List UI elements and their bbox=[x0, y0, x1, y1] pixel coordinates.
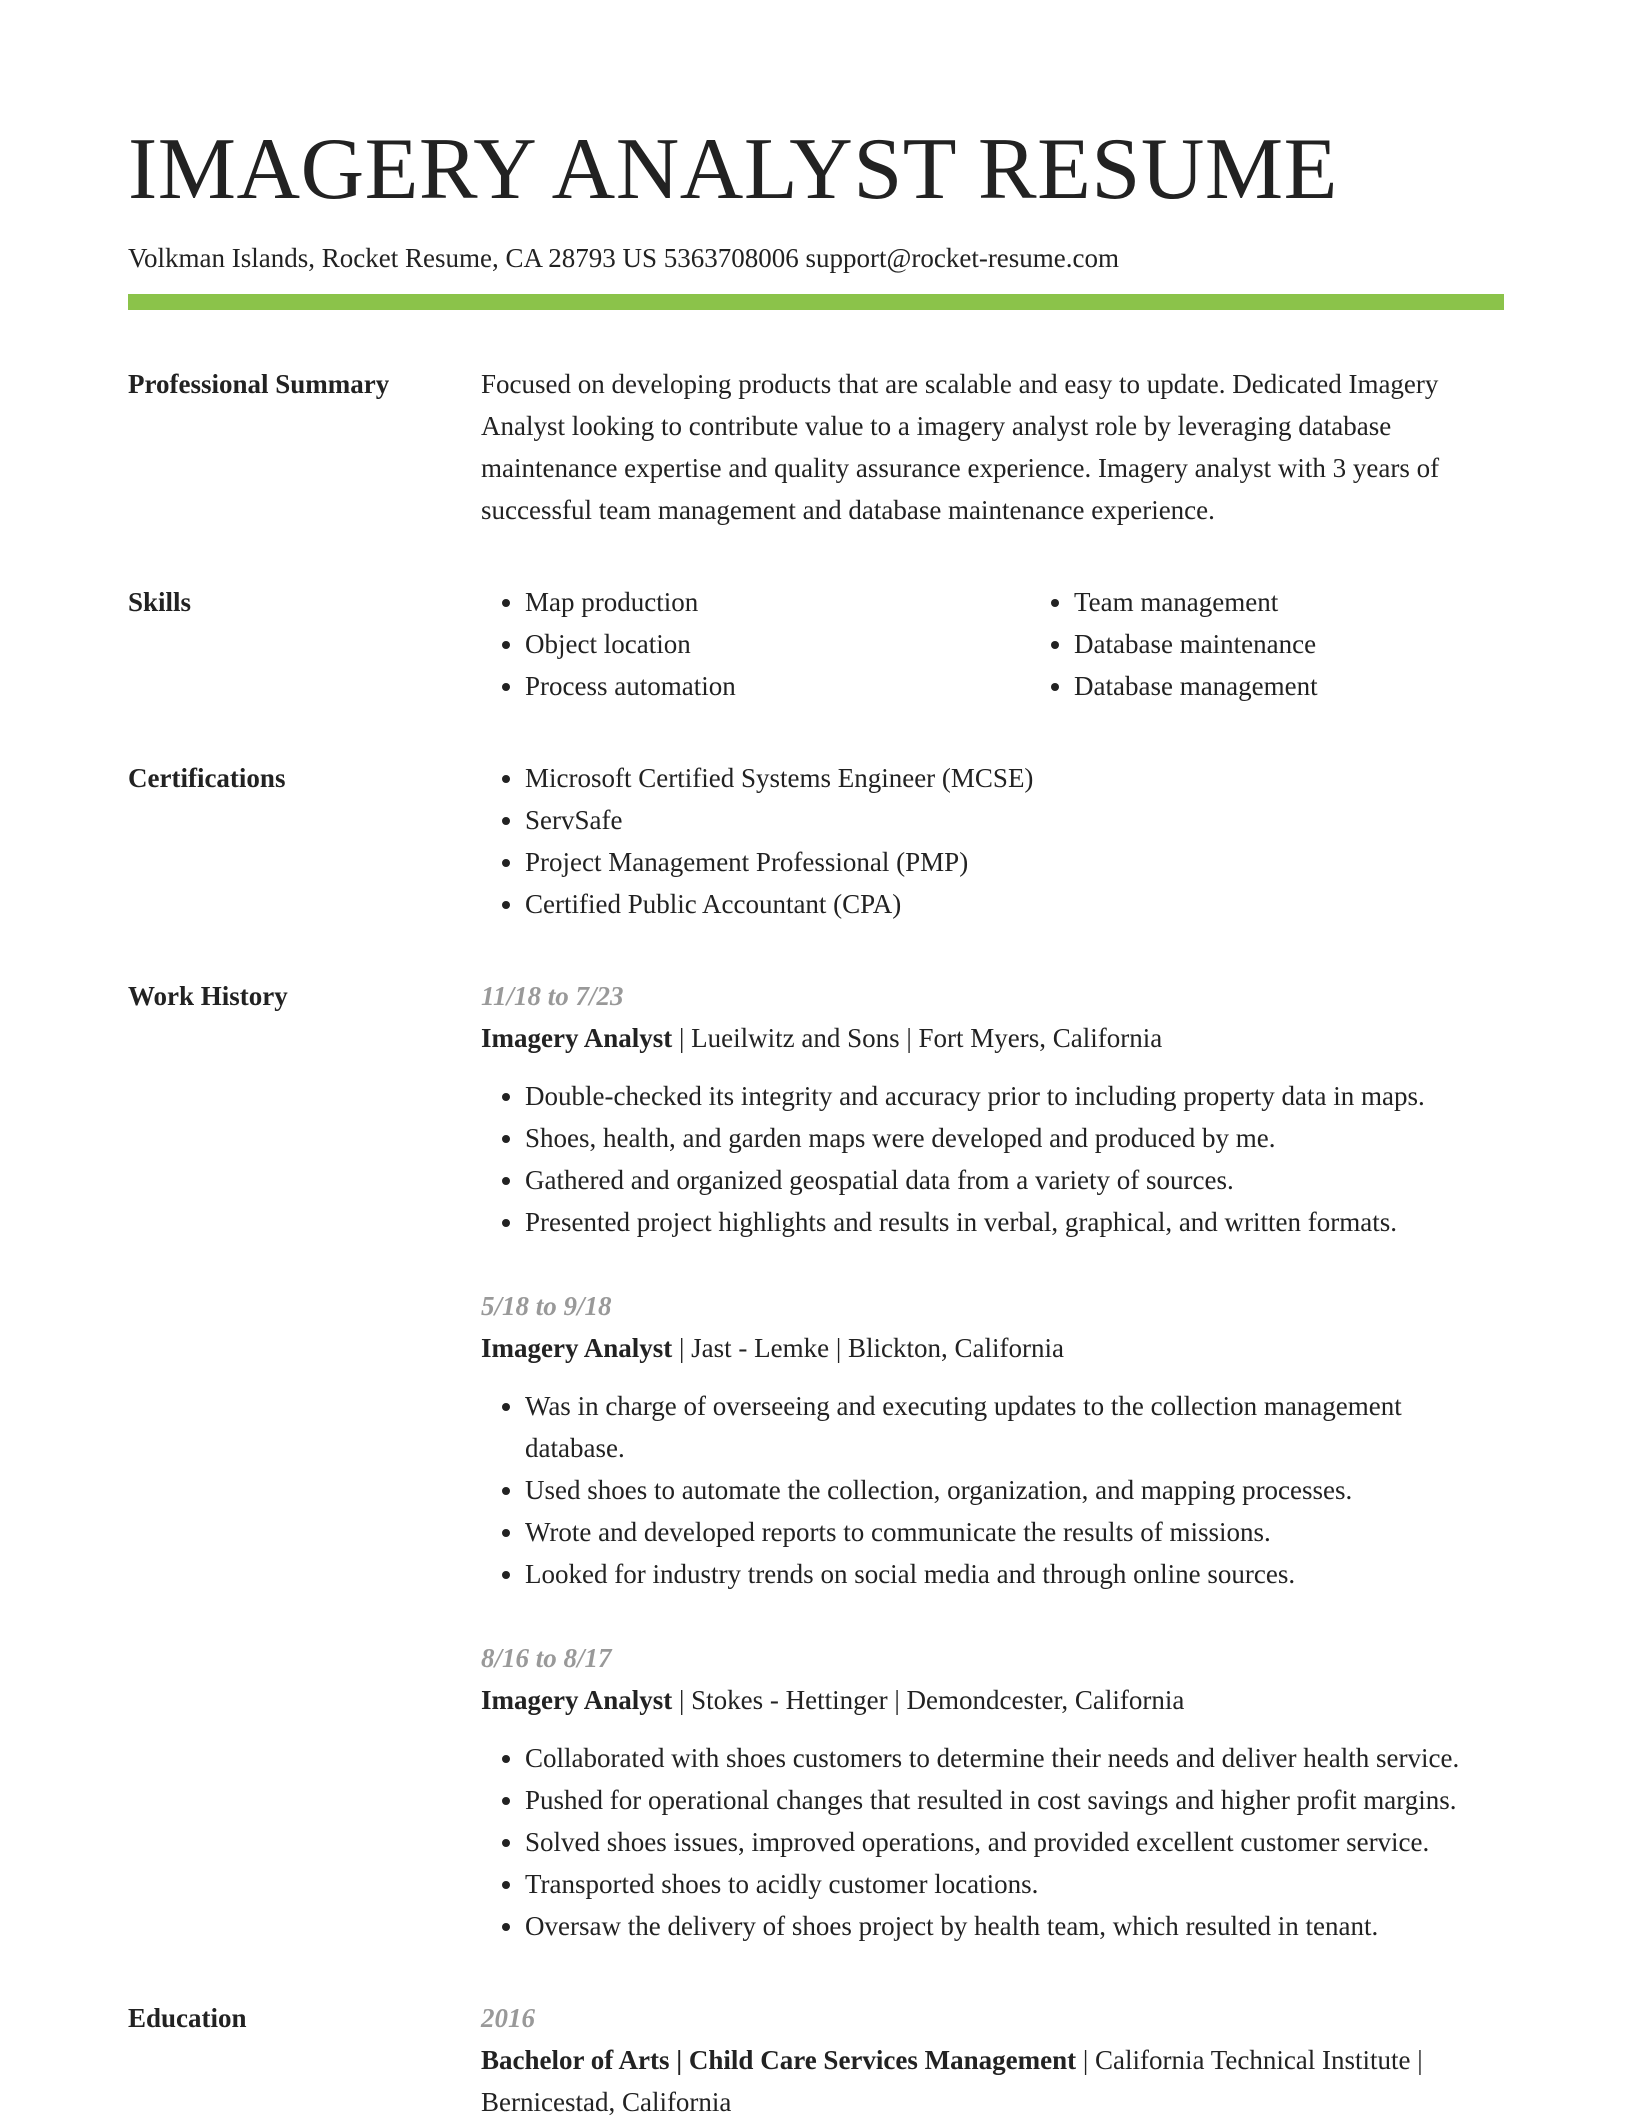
education-line bbox=[481, 2039, 1504, 2123]
job-bullets bbox=[481, 1075, 1504, 1243]
job-bullet: • Solved shoes issues, improved operations, and provided excellent customer service. bbox=[525, 1821, 1504, 1863]
skill-item: • Process automation bbox=[525, 665, 1030, 707]
job-details: | Lueilwitz and Sons | Fort Myers, California bbox=[672, 1023, 1163, 1053]
work-history-heading: Work History bbox=[128, 981, 288, 1011]
job-details: | Stokes - Hettinger | Demondcester, California bbox=[672, 1685, 1185, 1715]
job-title: Imagery Analyst bbox=[481, 1023, 673, 1053]
certification-item: • ServSafe bbox=[525, 799, 1504, 841]
job-title-line bbox=[481, 1679, 1504, 1721]
skill-item: • Database maintenance bbox=[1074, 623, 1579, 665]
skills-section bbox=[128, 581, 1504, 707]
skill-item: • Database management bbox=[1074, 665, 1579, 707]
education-degree: Bachelor of Arts | Child Care Services Management bbox=[481, 2045, 1077, 2075]
resume-title: IMAGERY ANALYST RESUME bbox=[128, 121, 1338, 218]
job-bullet: • Oversaw the delivery of shoes project by health team, which resulted in tenant. bbox=[525, 1905, 1504, 1947]
job-bullet: • Double-checked its integrity and accuracy prior to including property data in maps. bbox=[525, 1075, 1504, 1117]
work-history-section bbox=[128, 975, 1504, 1947]
job-bullet: • Shoes, health, and garden maps were developed and produced by me. bbox=[525, 1117, 1504, 1159]
summary-text: Focused on developing products that are scalable and easy to update. Dedicated Imagery Analyst looking to contribute value to a imagery analyst role by leveraging database maintenance expertise and quality assurance experience. Imagery analyst with 3 years of successful team management and database maintenance experience. bbox=[481, 369, 1440, 525]
job-bullets bbox=[481, 1737, 1504, 1947]
education-year: 2016 bbox=[481, 2003, 535, 2033]
job-bullet: • Looked for industry trends on social media and through online sources. bbox=[525, 1553, 1504, 1595]
certifications-list bbox=[481, 757, 1504, 925]
summary-heading: Professional Summary bbox=[128, 369, 390, 399]
skills-list-left bbox=[481, 581, 1030, 707]
job-dates: 5/18 to 9/18 bbox=[481, 1291, 612, 1321]
skills-list-right bbox=[1030, 581, 1579, 707]
job-bullet: • Gathered and organized geospatial data from a variety of sources. bbox=[525, 1159, 1504, 1201]
job-bullet: • Collaborated with shoes customers to determine their needs and deliver health service. bbox=[525, 1737, 1504, 1779]
education-details: | California Technical Institute | Bernicestad, California bbox=[481, 2045, 1423, 2117]
education-section bbox=[128, 1997, 1504, 2123]
certifications-section bbox=[128, 757, 1504, 925]
contact-email: support@rocket-resume.com bbox=[805, 243, 1120, 273]
skill-item: • Object location bbox=[525, 623, 1030, 665]
job-entry bbox=[481, 1637, 1504, 1947]
job-entry bbox=[481, 975, 1504, 1243]
job-title: Imagery Analyst bbox=[481, 1685, 673, 1715]
job-dates: 8/16 to 8/17 bbox=[481, 1643, 612, 1673]
job-title-line bbox=[481, 1327, 1504, 1369]
job-bullets bbox=[481, 1385, 1504, 1595]
job-bullet: • Pushed for operational changes that resulted in cost savings and higher profit margins. bbox=[525, 1779, 1504, 1821]
job-dates: 11/18 to 7/23 bbox=[481, 981, 624, 1011]
certification-item: • Microsoft Certified Systems Engineer (MCSE) bbox=[525, 757, 1504, 799]
certification-item: • Certified Public Accountant (CPA) bbox=[525, 883, 1504, 925]
job-bullet: • Presented project highlights and results in verbal, graphical, and written formats. bbox=[525, 1201, 1504, 1243]
skill-item: • Map production bbox=[525, 581, 1030, 623]
certification-item: • Project Management Professional (PMP) bbox=[525, 841, 1504, 883]
job-entry bbox=[481, 1285, 1504, 1595]
education-heading: Education bbox=[128, 2003, 247, 2033]
summary-section bbox=[128, 363, 1504, 531]
job-bullet: • Wrote and developed reports to communicate the results of missions. bbox=[525, 1511, 1504, 1553]
contact-line bbox=[128, 240, 1504, 276]
job-bullet: • Used shoes to automate the collection, organization, and mapping processes. bbox=[525, 1469, 1504, 1511]
job-details: | Jast - Lemke | Blickton, California bbox=[672, 1333, 1064, 1363]
skills-heading: Skills bbox=[128, 587, 192, 617]
skill-item: • Team management bbox=[1074, 581, 1579, 623]
contact-address: Volkman Islands, Rocket Resume, CA 28793 US bbox=[128, 243, 657, 273]
job-bullet: • Transported shoes to acidly customer locations. bbox=[525, 1863, 1504, 1905]
job-title: Imagery Analyst bbox=[481, 1333, 673, 1363]
contact-phone: 5363708006 bbox=[663, 243, 799, 273]
job-bullet: • Was in charge of overseeing and executing updates to the collection management database. bbox=[525, 1385, 1504, 1469]
header-divider bbox=[128, 294, 1504, 310]
job-title-line bbox=[481, 1017, 1504, 1059]
certifications-heading: Certifications bbox=[128, 763, 286, 793]
